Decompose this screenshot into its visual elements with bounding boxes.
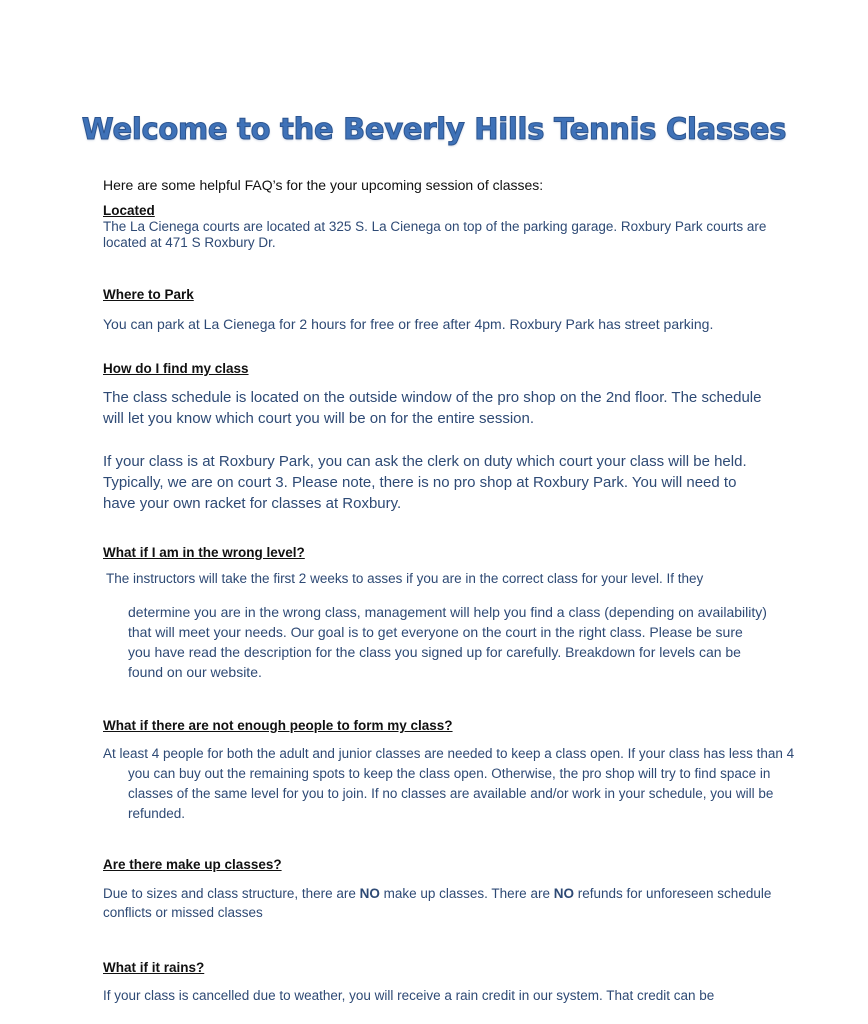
wrong-level-paragraph-2: determine you are in the wrong class, management will help you find a class (depending on availability) that will meet your needs. Our goal is to get everyone on the court in the right class. Please be sure you have read the description for the class you signed up for carefully. Breakdown for levels can be found on our website.	[128, 604, 767, 680]
rain-paragraph: If your class is cancelled due to weather, you will receive a rain credit in our system. That credit can be	[103, 988, 715, 1003]
located-paragraph: The La Cienega courts are located at 325 S. La Cienega on top of the parking garage. Roxbury Park courts are located at 471 S Roxbury Dr.	[103, 219, 767, 250]
heading-find-class: How do I find my class	[103, 361, 249, 376]
find-class-paragraph-2: If your class is at Roxbury Park, you can ask the clerk on duty which court your class will be held. Typically, we are on court 3. Please note, there is no pro shop at Roxbury Park. You will need to have your own racket for classes at Roxbury.	[103, 453, 747, 512]
parking-paragraph: You can park at La Cienega for 2 hours for free or free after 4pm. Roxbury Park has street parking.	[103, 316, 714, 332]
page-title: Welcome to the Beverly Hills Tennis Classes	[81, 112, 787, 146]
intro-text: Here are some helpful FAQ’s for the your upcoming session of classes:	[103, 177, 544, 193]
find-class-paragraph-1: The class schedule is located on the outside window of the pro shop on the 2nd floor. The schedule will let you know which court you will be on for the entire session.	[103, 389, 762, 427]
no-emphasis-1: NO	[359, 886, 380, 901]
heading-where-to-park: Where to Park	[103, 287, 194, 302]
heading-make-up-classes: Are there make up classes?	[103, 857, 282, 872]
no-emphasis-2: NO	[553, 886, 574, 901]
heading-located: Located	[103, 203, 155, 218]
heading-not-enough-people: What if there are not enough people to form my class?	[103, 718, 453, 733]
not-enough-people-paragraph: At least 4 people for both the adult and junior classes are needed to keep a class open. If your class has less than 4 you can buy out the remaining spots to keep the class open. Otherwise, the pro shop will try to find space in classes of the same level for you to join. If no classes are available and/or work in your schedule, you will be refunded.	[103, 746, 795, 821]
heading-rain: What if it rains?	[103, 960, 205, 975]
heading-wrong-level: What if I am in the wrong level?	[103, 545, 305, 560]
make-up-classes-paragraph: Due to sizes and class structure, there are NO make up classes. There are NO refunds for unforeseen schedule conflicts or missed classes	[103, 886, 772, 920]
wrong-level-paragraph-1: The instructors will take the first 2 weeks to asses if you are in the correct class for your level. If they	[106, 571, 704, 586]
